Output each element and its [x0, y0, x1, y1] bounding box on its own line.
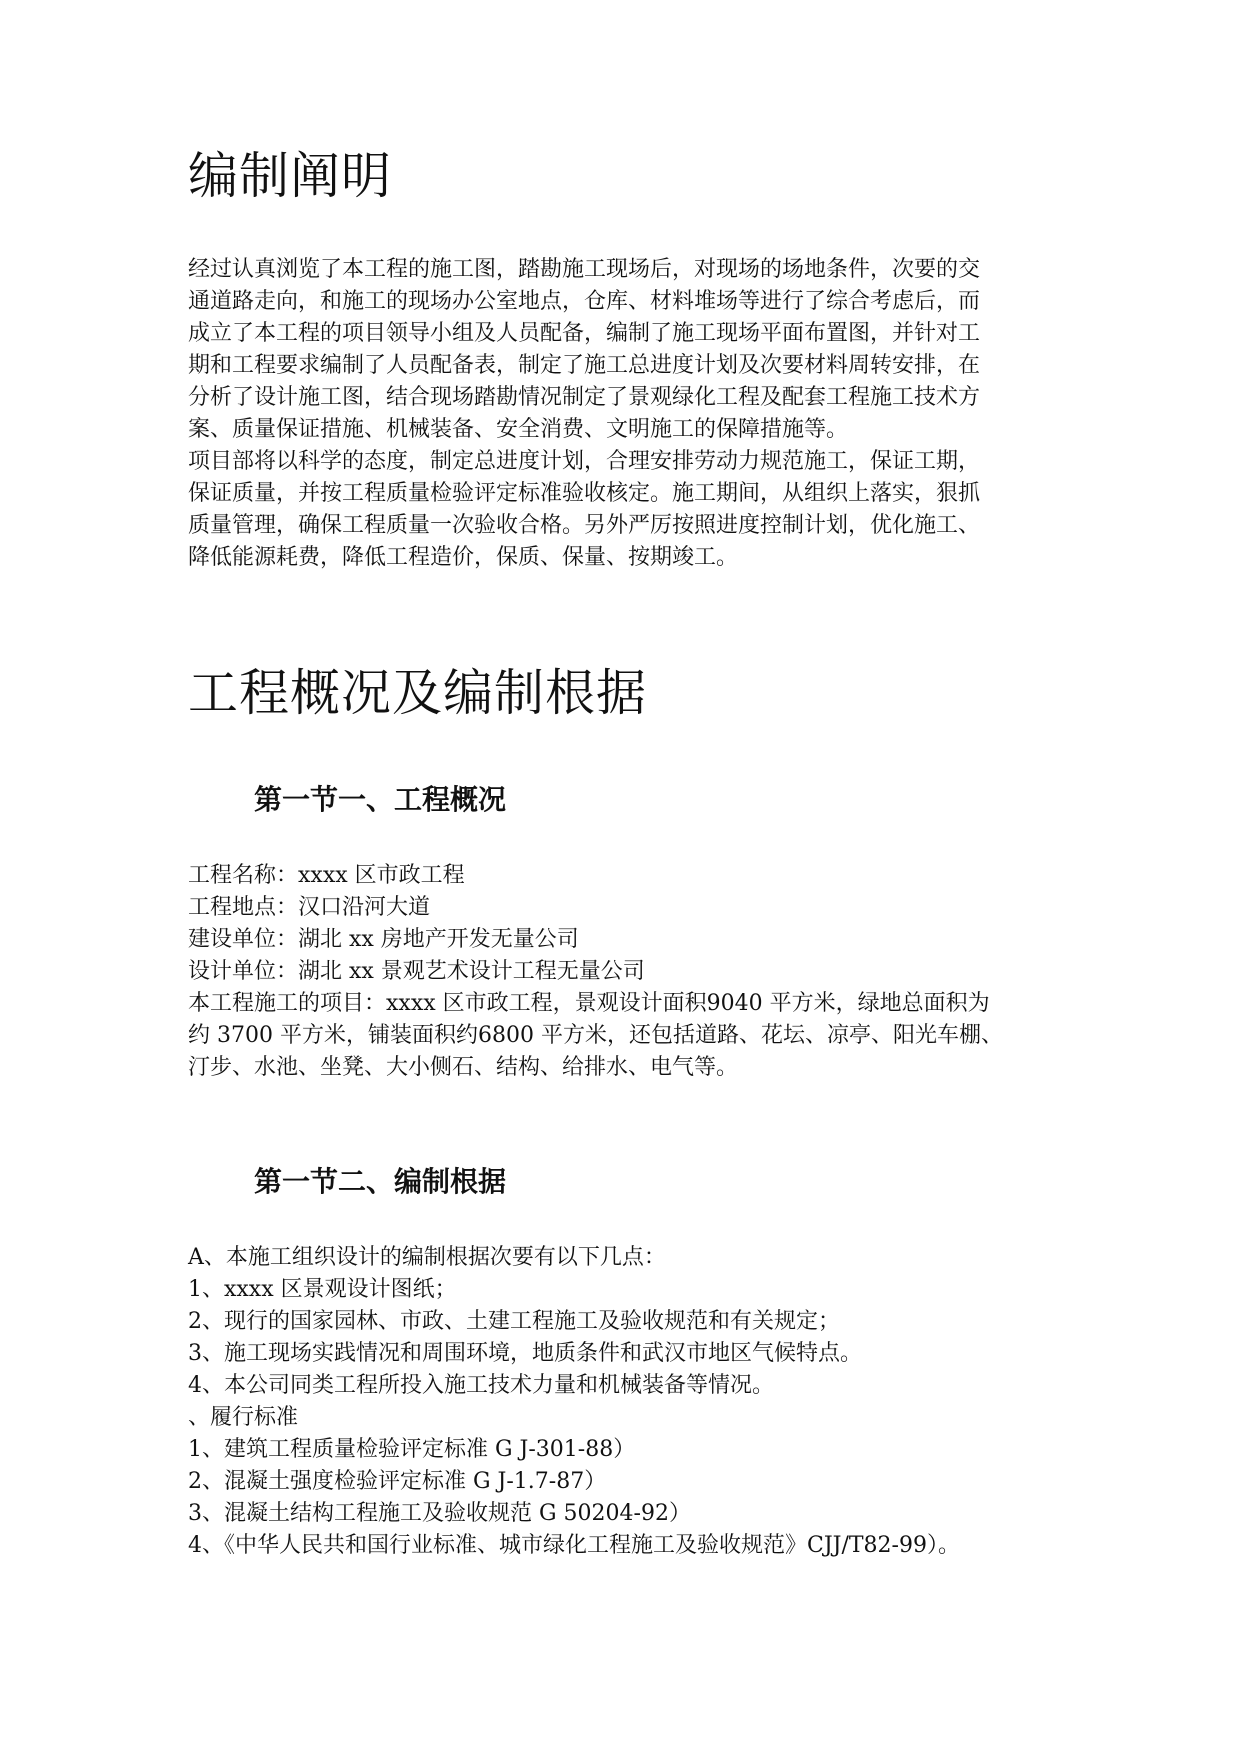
- text-line: 成立了本工程的项目领导小组及人员配备，编制了施工现场平面布置图，并针对工: [188, 321, 981, 346]
- text-line: 通道路走向，和施工的现场办公室地点，仓库、材料堆场等进行了综合考虑后，而: [188, 289, 981, 314]
- subheading-project-overview: 第一节一、工程概况: [254, 783, 507, 816]
- text-line: 本工程施工的项目：xxxx 区市政工程，景观设计面积9040 平方米，绿地总面积为: [188, 991, 990, 1016]
- text-line: 质量管理，确保工程质量一次验收合格。另外严厉按照进度控制计划，优化施工、: [188, 513, 981, 538]
- text-line: 工程名称：xxxx 区市政工程: [188, 863, 465, 888]
- text-line: 降低能源耗费，降低工程造价，保质、保量、按期竣工。: [188, 545, 739, 570]
- text-line: 约 3700 平方米，铺装面积约6800 平方米，还包括道路、花坛、凉亭、阳光车棚、: [188, 1023, 1003, 1048]
- subheading-compilation-basis: 第一节二、编制根据: [254, 1165, 507, 1198]
- text-line: 案、质量保证措施、机械装备、安全消费、文明施工的保障措施等。: [188, 417, 849, 442]
- text-line: 项目部将以科学的态度，制定总进度计划，合理安排劳动力规范施工，保证工期，: [188, 449, 981, 474]
- text-line: 建设单位：湖北 xx 房地产开发无量公司: [188, 927, 579, 952]
- text-line: 工程地点：汉口沿河大道: [188, 895, 431, 920]
- text-line: 3、施工现场实践情况和周围环境，地质条件和武汉市地区气候特点。: [188, 1341, 862, 1366]
- text-line: 3、混凝土结构工程施工及验收规范 G 50204-92）: [188, 1501, 691, 1526]
- text-line: 2、现行的国家园林、市政、土建工程施工及验收规范和有关规定；: [188, 1309, 840, 1334]
- text-line: 分析了设计施工图，结合现场踏勘情况制定了景观绿化工程及配套工程施工技术方: [188, 385, 981, 410]
- text-line: 、履行标准: [188, 1405, 299, 1430]
- text-line: 期和工程要求编制了人员配备表，制定了施工总进度计划及次要材料周转安排，在: [188, 353, 981, 378]
- text-line: 设计单位：湖北 xx 景观艺术设计工程无量公司: [188, 959, 645, 984]
- compilation-notes-body: [188, 254, 1088, 574]
- text-line: A、本施工组织设计的编制根据次要有以下几点：: [188, 1245, 666, 1270]
- heading-project-overview-basis: 工程概况及编制根据: [188, 664, 647, 722]
- text-line: 1、xxxx 区景观设计图纸；: [188, 1277, 457, 1302]
- project-overview-body: [188, 860, 1088, 1084]
- text-line: 汀步、水池、坐凳、大小侧石、结构、给排水、电气等。: [188, 1055, 739, 1080]
- text-line: 2、混凝土强度检验评定标准 G J-1.7-87）: [188, 1469, 607, 1494]
- compilation-basis-body: [188, 1242, 1088, 1562]
- text-line: 经过认真浏览了本工程的施工图，踏勘施工现场后，对现场的场地条件，次要的交: [188, 257, 981, 282]
- heading-compilation-notes: 编制阐明: [188, 147, 392, 205]
- text-line: 保证质量，并按工程质量检验评定标准验收核定。施工期间，从组织上落实，狠抓: [188, 481, 981, 506]
- text-line: 4、本公司同类工程所投入施工技术力量和机械装备等情况。: [188, 1373, 774, 1398]
- text-line: 1、建筑工程质量检验评定标准 G J-301-88）: [188, 1437, 636, 1462]
- text-line: 4、《中华人民共和国行业标准、城市绿化工程施工及验收规范》CJJ/T82-99）。: [188, 1533, 960, 1558]
